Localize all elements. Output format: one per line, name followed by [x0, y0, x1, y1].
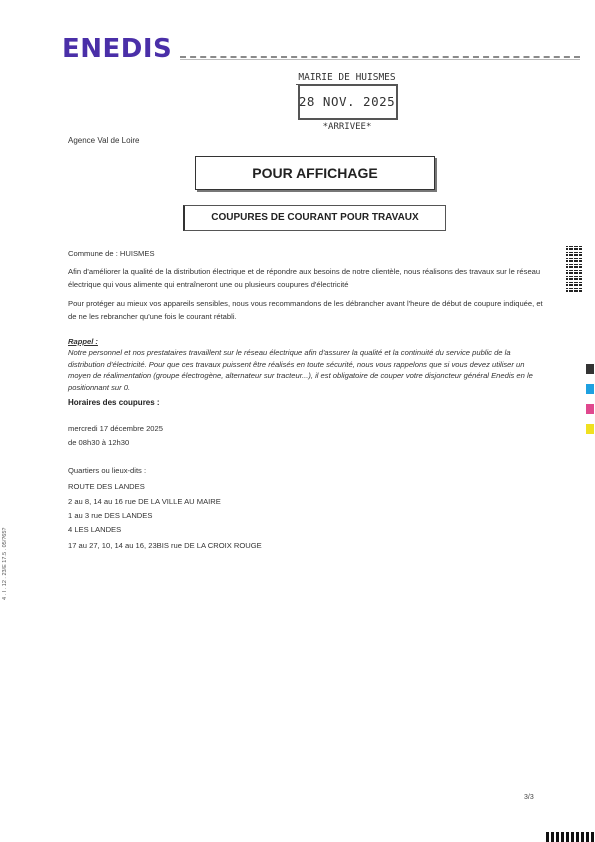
print-mark-black [586, 364, 594, 374]
coupure-time: de 08h30 à 12h30 [68, 438, 130, 447]
rappel-paragraph: Notre personnel et nos prestataires travaillent sur le réseau électrique afin d'assurer la qualité et la continuité du service public de la distribution d'électricité. Pour que ces travaux puissent être réalisés en toute sécurité, nous vous rappelons que si vous devez utiliser un moyen de réalimentation (groupe électrogène, alternateur sur tracteur...), il est obligatoire de couper votre disjoncteur général Enedis en le positionnant sur 0. [68, 348, 533, 392]
intro-paragraph: Afin d'améliorer la qualité de la distribution électrique et de répondre aux besoins de notre clientèle, nous réalisons des travaux sur le réseau électrique qui vous alimente qui entraîneront une ou plusieurs coupures d'électricité [68, 267, 541, 289]
page-number: 3/3 [524, 794, 534, 801]
coupure-date: mercredi 17 décembre 2025 [68, 424, 163, 433]
side-reference: 4 . I . 12 . 23/E 17.5 . 05/?65? [2, 527, 8, 600]
horaires-heading: Horaires des coupures : [68, 398, 160, 407]
quartier-item: ROUTE DES LANDES [68, 482, 145, 491]
header-rule [180, 56, 580, 58]
stamp-mairie: MAIRIE DE HUISMES [296, 72, 398, 85]
quartier-item: 17 au 27, 10, 14 au 16, 23BIS rue DE LA CROIX ROUGE [68, 541, 262, 550]
stamp-arrivee: *ARRIVEE* [322, 122, 372, 132]
reception-stamp [296, 72, 398, 134]
print-mark-cyan [586, 384, 594, 394]
barcode-overlay [566, 244, 582, 292]
protection-paragraph: Pour protéger au mieux vos appareils sensibles, nous vous recommandons de les débrancher avant l'heure de début de coupure indiquée, et de ne les rebrancher qu'une fois le courant rétabli. [68, 299, 543, 321]
coupures-box [183, 205, 446, 231]
quartier-item: 1 au 3 rue DES LANDES [68, 511, 153, 520]
quartier-item: 4 LES LANDES [68, 525, 122, 534]
rappel-heading: Rappel : [68, 337, 98, 346]
commune-line: Commune de : HUISMES [68, 249, 155, 258]
enedis-logo: ENEDIS [62, 34, 173, 64]
print-mark-yellow [586, 424, 594, 434]
coupures-title: COUPURES DE COURANT POUR TRAVAUX [211, 212, 419, 223]
agence-label: Agence Val de Loire [68, 136, 140, 145]
quartier-item: 2 au 8, 14 au 16 rue DE LA VILLE AU MAIRE [68, 497, 221, 506]
quartiers-heading: Quartiers ou lieux-dits : [68, 466, 147, 475]
scan-corner-mark [546, 832, 595, 842]
header-rule-thin [180, 59, 580, 60]
affichage-box [195, 156, 435, 190]
affichage-title: POUR AFFICHAGE [252, 165, 378, 181]
stamp-date: 28 NOV. 2025 [298, 94, 396, 109]
print-mark-magenta [586, 404, 594, 414]
